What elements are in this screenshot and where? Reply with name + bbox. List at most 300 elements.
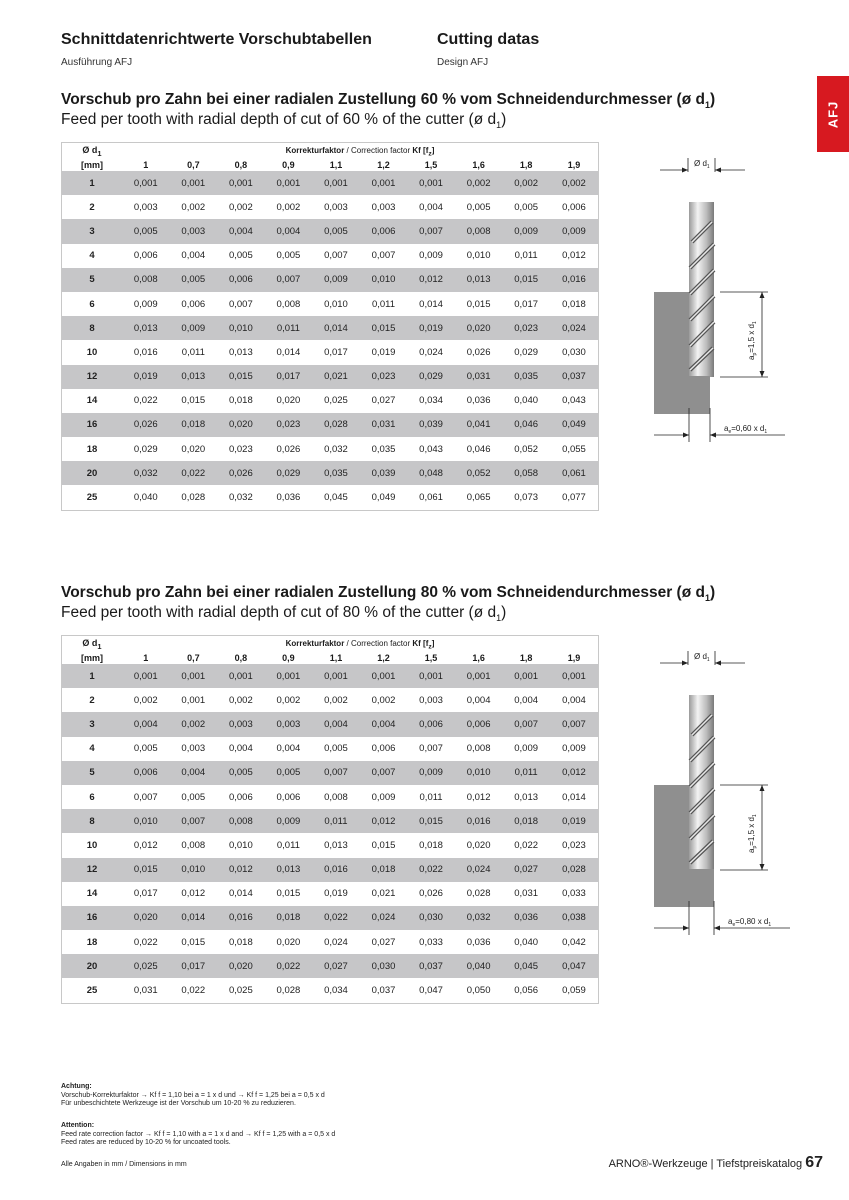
feed-cell: 0,007 bbox=[312, 761, 360, 785]
feed-cell: 0,006 bbox=[122, 761, 170, 785]
table-row bbox=[62, 219, 599, 243]
feed-cell: 0,026 bbox=[466, 346, 491, 358]
mm-header: [mm] bbox=[81, 159, 103, 170]
feed-cell: 0,048 bbox=[407, 461, 455, 485]
feed-cell: 0,011 bbox=[276, 839, 300, 851]
feed-cell: 0,011 bbox=[312, 809, 360, 833]
table-row bbox=[62, 809, 599, 833]
feed-cell: 0,001 bbox=[312, 664, 360, 688]
feed-cell: 0,005 bbox=[312, 219, 360, 243]
feed-cell: 0,061 bbox=[550, 461, 599, 485]
feed-cell: 0,013 bbox=[265, 858, 313, 882]
feed-cell: 0,014 bbox=[276, 346, 301, 358]
feed-cell: 0,006 bbox=[228, 791, 253, 803]
feed-cell: 0,020 bbox=[276, 395, 301, 407]
feed-cell: 0,024 bbox=[550, 316, 599, 340]
factor-header: 1,1 bbox=[329, 159, 343, 170]
feed-cell: 0,012 bbox=[133, 839, 158, 851]
diameter-cell: 14 bbox=[86, 888, 98, 900]
feed-cell: 0,004 bbox=[170, 761, 218, 785]
feed-cell: 0,003 bbox=[371, 201, 396, 213]
table-row bbox=[62, 389, 599, 413]
table-row bbox=[62, 664, 599, 688]
feed-cell: 0,011 bbox=[502, 761, 550, 785]
cutting-diagram-60 bbox=[650, 150, 849, 450]
feed-cell: 0,052 bbox=[514, 443, 539, 455]
factor-header: 1 bbox=[143, 652, 149, 663]
feed-cell: 0,020 bbox=[455, 316, 503, 340]
feed-cell: 0,011 bbox=[181, 346, 205, 358]
feed-cell: 0,032 bbox=[122, 461, 170, 485]
diam-header: Ø $d_1$ bbox=[82, 145, 102, 158]
feed-cell: 0,017 bbox=[170, 954, 218, 978]
factor-header: 1,8 bbox=[519, 159, 533, 170]
feed-cell: 0,034 bbox=[419, 395, 443, 407]
feed-cell: 0,023 bbox=[228, 443, 253, 455]
diameter-cell: 10 bbox=[86, 346, 98, 358]
feed-cell: 0,009 bbox=[514, 743, 539, 755]
mm-header: [mm] bbox=[81, 652, 103, 663]
feed-cell: 0,008 bbox=[324, 791, 348, 803]
diameter-cell: 20 bbox=[62, 461, 123, 485]
feed-cell: 0,016 bbox=[312, 858, 360, 882]
factor-header: 1,9 bbox=[567, 652, 581, 663]
feed-cell: 0,011 bbox=[371, 298, 396, 310]
feed-cell: 0,036 bbox=[276, 492, 301, 504]
feed-cell: 0,012 bbox=[181, 888, 206, 900]
feed-cell: 0,022 bbox=[407, 858, 455, 882]
feed-cell: 0,027 bbox=[502, 858, 550, 882]
feed-cell: 0,032 bbox=[455, 906, 503, 930]
table-row bbox=[62, 316, 599, 340]
table-row bbox=[62, 712, 599, 736]
feed-cell: 0,028 bbox=[181, 492, 206, 504]
feed-cell: 0,001 bbox=[217, 664, 265, 688]
feed-cell: 0,012 bbox=[407, 268, 455, 292]
feed-cell: 0,015 bbox=[502, 268, 550, 292]
feed-cell: 0,028 bbox=[550, 858, 599, 882]
feed-cell: 0,040 bbox=[514, 936, 539, 948]
feed-cell: 0,020 bbox=[122, 906, 170, 930]
feed-cell: 0,035 bbox=[312, 461, 360, 485]
feed-cell: 0,004 bbox=[181, 250, 206, 262]
feed-cell: 0,024 bbox=[419, 346, 443, 358]
feed-cell: 0,018 bbox=[419, 839, 443, 851]
diameter-cell: 6 bbox=[89, 298, 95, 310]
feed-cell: 0,026 bbox=[122, 413, 170, 437]
diameter-cell: 25 bbox=[86, 985, 98, 997]
feed-cell: 0,017 bbox=[514, 298, 539, 310]
feed-cell: 0,065 bbox=[466, 492, 491, 504]
diameter-cell: 20 bbox=[62, 954, 123, 978]
feed-cell: 0,005 bbox=[324, 743, 348, 755]
feed-cell: 0,009 bbox=[550, 219, 599, 243]
feed-cell: 0,022 bbox=[514, 839, 539, 851]
feed-cell: 0,023 bbox=[265, 413, 313, 437]
feed-cell: 0,020 bbox=[217, 954, 265, 978]
feed-cell: 0,019 bbox=[407, 316, 455, 340]
section-tab[interactable] bbox=[817, 76, 849, 152]
feed-cell: 0,013 bbox=[324, 839, 348, 851]
diameter-cell: 4 bbox=[89, 743, 95, 755]
feed-cell: 0,006 bbox=[360, 219, 408, 243]
header-sub-de: Ausführung AFJ bbox=[61, 57, 133, 68]
feed-cell: 0,018 bbox=[228, 395, 253, 407]
feed-cell: 0,004 bbox=[312, 712, 360, 736]
feed-cell: 0,005 bbox=[170, 268, 218, 292]
feed-cell: 0,004 bbox=[562, 694, 586, 706]
feed-cell: 0,009 bbox=[312, 268, 360, 292]
feed-cell: 0,004 bbox=[360, 712, 408, 736]
feed-cell: 0,032 bbox=[228, 492, 253, 504]
section-tab-label: AFJ bbox=[825, 100, 841, 128]
table-row bbox=[62, 737, 599, 761]
feed-cell: 0,019 bbox=[550, 809, 599, 833]
feed-cell: 0,015 bbox=[360, 316, 408, 340]
feed-cell: 0,038 bbox=[550, 906, 599, 930]
feed-cell: 0,005 bbox=[217, 761, 265, 785]
feed-cell: 0,049 bbox=[371, 492, 396, 504]
feed-cell: 0,009 bbox=[502, 219, 550, 243]
feed-cell: 0,047 bbox=[419, 985, 443, 997]
feed-cell: 0,001 bbox=[407, 664, 455, 688]
feed-cell: 0,005 bbox=[228, 250, 253, 262]
feed-cell: 0,002 bbox=[324, 694, 348, 706]
feed-cell: 0,042 bbox=[562, 936, 586, 948]
feed-cell: 0,047 bbox=[550, 954, 599, 978]
feed-cell: 0,011 bbox=[265, 316, 313, 340]
feed-cell: 0,049 bbox=[550, 413, 599, 437]
feed-cell: 0,043 bbox=[419, 443, 443, 455]
feed-cell: 0,022 bbox=[265, 954, 313, 978]
feed-cell: 0,006 bbox=[133, 250, 158, 262]
feed-cell: 0,059 bbox=[562, 985, 586, 997]
feed-cell: 0,041 bbox=[455, 413, 503, 437]
feed-table-80 bbox=[61, 635, 599, 1004]
notes-en-line2: Feed rates are reduced by 10-20 % for uncoated tools. bbox=[61, 1139, 231, 1146]
page-number: 67 bbox=[805, 1154, 823, 1171]
diameter-cell: 1 bbox=[62, 664, 123, 688]
feed-cell: 0,016 bbox=[217, 906, 265, 930]
feed-cell: 0,008 bbox=[276, 298, 301, 310]
feed-cell: 0,037 bbox=[371, 985, 396, 997]
feed-cell: 0,020 bbox=[181, 443, 206, 455]
feed-cell: 0,023 bbox=[360, 365, 408, 389]
feed-cell: 0,035 bbox=[371, 443, 396, 455]
feed-cell: 0,013 bbox=[514, 791, 539, 803]
feed-cell: 0,029 bbox=[133, 443, 158, 455]
feed-cell: 0,007 bbox=[360, 761, 408, 785]
factor-header: 1,5 bbox=[424, 159, 438, 170]
svg-text:ap=1,5 x d1: $a_p=1,5$ x $d_1$ bbox=[747, 814, 758, 853]
feed-cell: 0,002 bbox=[455, 171, 503, 195]
feed-cell: 0,028 bbox=[276, 985, 301, 997]
feed-cell: 0,010 bbox=[170, 858, 218, 882]
feed-cell: 0,001 bbox=[170, 664, 218, 688]
feed-cell: 0,010 bbox=[217, 316, 265, 340]
header-sub-en: Design AFJ bbox=[437, 57, 489, 68]
feed-cell: 0,009 bbox=[562, 743, 586, 755]
feed-cell: 0,007 bbox=[371, 250, 396, 262]
feed-cell: 0,015 bbox=[466, 298, 491, 310]
feed-cell: 0,007 bbox=[265, 268, 313, 292]
feed-cell: 0,036 bbox=[502, 906, 550, 930]
feed-cell: 0,005 bbox=[466, 201, 491, 213]
factor-header: 1,9 bbox=[567, 159, 581, 170]
factor-header: 1 bbox=[143, 159, 149, 170]
feed-cell: 0,005 bbox=[514, 201, 539, 213]
table-row bbox=[62, 954, 599, 978]
diameter-cell: 1 bbox=[62, 171, 123, 195]
feed-cell: 0,018 bbox=[502, 809, 550, 833]
table-row bbox=[62, 906, 599, 930]
section2-title-en: Feed per tooth with radial depth of cut of 80 % of the cutter (ø $d_1$) bbox=[61, 604, 507, 624]
feed-cell: 0,022 bbox=[181, 985, 206, 997]
feed-cell: 0,001 bbox=[360, 171, 408, 195]
svg-text:Ø d1: Ø $d_1$ bbox=[694, 159, 710, 170]
factor-header: 1,6 bbox=[472, 652, 485, 663]
feed-cell: 0,043 bbox=[562, 395, 586, 407]
table-row bbox=[62, 858, 599, 882]
feed-cell: 0,004 bbox=[419, 201, 443, 213]
diameter-cell: 3 bbox=[62, 219, 123, 243]
feed-cell: 0,018 bbox=[360, 858, 408, 882]
diameter-cell: 16 bbox=[62, 906, 123, 930]
feed-cell: 0,001 bbox=[170, 171, 218, 195]
feed-cell: 0,017 bbox=[324, 346, 348, 358]
notes-de bbox=[61, 1083, 581, 1109]
feed-cell: 0,007 bbox=[407, 219, 455, 243]
feed-cell: 0,039 bbox=[407, 413, 455, 437]
feed-cell: 0,037 bbox=[550, 365, 599, 389]
dimensions-note: Alle Angaben in mm / Dimensions in mm bbox=[61, 1161, 187, 1168]
feed-cell: 0,002 bbox=[502, 171, 550, 195]
feed-cell: 0,008 bbox=[122, 268, 170, 292]
feed-cell: 0,001 bbox=[217, 171, 265, 195]
feed-cell: 0,012 bbox=[217, 858, 265, 882]
table-row bbox=[62, 978, 599, 1003]
feed-cell: 0,001 bbox=[312, 171, 360, 195]
table-row bbox=[62, 195, 599, 219]
feed-cell: 0,012 bbox=[466, 791, 491, 803]
feed-cell: 0,009 bbox=[265, 809, 313, 833]
table-row bbox=[62, 437, 599, 461]
feed-cell: 0,052 bbox=[455, 461, 503, 485]
feed-cell: 0,077 bbox=[562, 492, 586, 504]
feed-cell: 0,031 bbox=[360, 413, 408, 437]
correction-header: Korrekturfaktor / Correction factor Kf $[f_z]$ bbox=[285, 145, 435, 158]
feed-cell: 0,005 bbox=[122, 219, 170, 243]
table-row bbox=[62, 882, 599, 906]
feed-cell: 0,001 bbox=[360, 664, 408, 688]
notes-en bbox=[61, 1122, 581, 1148]
feed-cell: 0,017 bbox=[133, 888, 158, 900]
feed-cell: 0,001 bbox=[122, 664, 170, 688]
feed-cell: 0,015 bbox=[181, 395, 206, 407]
diameter-cell: 10 bbox=[86, 839, 98, 851]
svg-text:ap=1,5 x d1: $a_p=1,5$ x $d_1$ bbox=[747, 321, 758, 360]
feed-cell: 0,004 bbox=[122, 712, 170, 736]
feed-table-60 bbox=[61, 142, 599, 511]
feed-cell: 0,040 bbox=[514, 395, 539, 407]
feed-cell: 0,013 bbox=[122, 316, 170, 340]
feed-cell: 0,001 bbox=[181, 694, 206, 706]
notes-en-heading: Attention: bbox=[61, 1122, 95, 1129]
header-title-de: Schnittdatenrichtwerte Vorschubtabellen bbox=[61, 31, 372, 48]
notes-de-heading: Achtung: bbox=[61, 1083, 92, 1090]
feed-cell: 0,003 bbox=[133, 201, 158, 213]
feed-cell: 0,003 bbox=[181, 743, 206, 755]
feed-cell: 0,002 bbox=[181, 201, 206, 213]
feed-cell: 0,002 bbox=[550, 171, 599, 195]
diameter-cell: 5 bbox=[62, 268, 123, 292]
feed-cell: 0,014 bbox=[312, 316, 360, 340]
feed-cell: 0,009 bbox=[170, 316, 218, 340]
diameter-cell: 2 bbox=[89, 201, 95, 213]
feed-cell: 0,016 bbox=[133, 346, 158, 358]
diameter-cell: 12 bbox=[62, 858, 123, 882]
feed-cell: 0,011 bbox=[419, 791, 443, 803]
feed-cell: 0,035 bbox=[502, 365, 550, 389]
feed-cell: 0,012 bbox=[360, 809, 408, 833]
feed-cell: 0,039 bbox=[360, 461, 408, 485]
feed-cell: 0,002 bbox=[170, 712, 218, 736]
feed-cell: 0,026 bbox=[217, 461, 265, 485]
feed-cell: 0,006 bbox=[371, 743, 396, 755]
feed-cell: 0,025 bbox=[122, 954, 170, 978]
feed-cell: 0,006 bbox=[276, 791, 301, 803]
feed-cell: 0,016 bbox=[455, 809, 503, 833]
feed-cell: 0,061 bbox=[419, 492, 443, 504]
feed-cell: 0,014 bbox=[170, 906, 218, 930]
page-footer bbox=[609, 1154, 823, 1172]
feed-cell: 0,027 bbox=[371, 395, 396, 407]
feed-cell: 0,033 bbox=[562, 888, 586, 900]
feed-cell: 0,001 bbox=[407, 171, 455, 195]
feed-cell: 0,004 bbox=[466, 694, 491, 706]
feed-cell: 0,015 bbox=[407, 809, 455, 833]
table-row bbox=[62, 461, 599, 485]
feed-cell: 0,034 bbox=[324, 985, 348, 997]
diameter-cell: 18 bbox=[86, 443, 98, 455]
table-row bbox=[62, 688, 599, 712]
feed-cell: 0,046 bbox=[466, 443, 491, 455]
table-row bbox=[62, 930, 599, 954]
factor-header: 0,8 bbox=[234, 159, 248, 170]
feed-cell: 0,002 bbox=[133, 694, 158, 706]
feed-cell: 0,024 bbox=[455, 858, 503, 882]
feed-cell: 0,031 bbox=[514, 888, 539, 900]
feed-cell: 0,036 bbox=[466, 936, 491, 948]
factor-header: 0,9 bbox=[282, 652, 295, 663]
feed-cell: 0,073 bbox=[514, 492, 539, 504]
feed-cell: 0,003 bbox=[265, 712, 313, 736]
svg-text:Ø d1: Ø $d_1$ bbox=[694, 652, 710, 663]
diameter-cell: 8 bbox=[62, 316, 123, 340]
feed-cell: 0,030 bbox=[360, 954, 408, 978]
feed-cell: 0,010 bbox=[360, 268, 408, 292]
feed-cell: 0,016 bbox=[550, 268, 599, 292]
feed-cell: 0,015 bbox=[181, 936, 206, 948]
factor-header: 1,6 bbox=[472, 159, 485, 170]
feed-cell: 0,020 bbox=[466, 839, 491, 851]
feed-cell: 0,022 bbox=[133, 395, 158, 407]
svg-text:ae=0,60 x d1: $a_e=0,60$ x $d_1$ bbox=[724, 424, 768, 435]
feed-cell: 0,003 bbox=[217, 712, 265, 736]
feed-cell: 0,021 bbox=[312, 365, 360, 389]
table-row bbox=[62, 292, 599, 316]
feed-cell: 0,022 bbox=[170, 461, 218, 485]
factor-header: 0,9 bbox=[282, 159, 295, 170]
feed-cell: 0,005 bbox=[181, 791, 206, 803]
feed-cell: 0,023 bbox=[502, 316, 550, 340]
feed-cell: 0,018 bbox=[265, 906, 313, 930]
diameter-cell: 2 bbox=[89, 694, 95, 706]
table-row bbox=[62, 268, 599, 292]
feed-cell: 0,029 bbox=[265, 461, 313, 485]
factor-header: 1,5 bbox=[424, 652, 438, 663]
feed-cell: 0,008 bbox=[455, 219, 503, 243]
feed-cell: 0,030 bbox=[562, 346, 586, 358]
svg-text:ae=0,80 x d1: $a_e=0,80$ x $d_1$ bbox=[728, 917, 772, 928]
feed-cell: 0,024 bbox=[324, 936, 348, 948]
feed-cell: 0,001 bbox=[455, 664, 503, 688]
factor-header: 1,8 bbox=[519, 652, 533, 663]
feed-cell: 0,014 bbox=[228, 888, 253, 900]
feed-cell: 0,036 bbox=[466, 395, 491, 407]
feed-cell: 0,008 bbox=[181, 839, 206, 851]
feed-cell: 0,001 bbox=[122, 171, 170, 195]
diam-header: Ø $d_1$ bbox=[82, 638, 102, 651]
table-row bbox=[62, 244, 599, 268]
feed-cell: 0,020 bbox=[276, 936, 301, 948]
feed-cell: 0,007 bbox=[133, 791, 158, 803]
feed-cell: 0,009 bbox=[419, 250, 443, 262]
table-row bbox=[62, 761, 599, 785]
feed-cell: 0,055 bbox=[562, 443, 586, 455]
diameter-cell: 14 bbox=[86, 395, 98, 407]
feed-cell: 0,003 bbox=[170, 219, 218, 243]
notes-de-line2: Für unbeschichtete Werkzeuge ist der Vorschub um 10-20 % zu reduzieren. bbox=[61, 1100, 296, 1107]
feed-cell: 0,019 bbox=[122, 365, 170, 389]
feed-cell: 0,007 bbox=[170, 809, 218, 833]
feed-cell: 0,009 bbox=[371, 791, 396, 803]
feed-cell: 0,028 bbox=[312, 413, 360, 437]
feed-cell: 0,003 bbox=[324, 201, 348, 213]
table-row bbox=[62, 171, 599, 195]
factor-header: 0,7 bbox=[187, 159, 200, 170]
feed-cell: 0,017 bbox=[265, 365, 313, 389]
feed-cell: 0,027 bbox=[371, 936, 396, 948]
section2-title-de: Vorschub pro Zahn bei einer radialen Zustellung 80 % vom Schneidendurchmesser (ø $d_1$) bbox=[61, 584, 716, 604]
feed-cell: 0,033 bbox=[419, 936, 443, 948]
feed-cell: 0,029 bbox=[407, 365, 455, 389]
header-title-en: Cutting datas bbox=[437, 31, 540, 48]
feed-cell: 0,004 bbox=[514, 694, 539, 706]
feed-cell: 0,024 bbox=[360, 906, 408, 930]
feed-cell: 0,006 bbox=[217, 268, 265, 292]
feed-cell: 0,019 bbox=[371, 346, 396, 358]
feed-cell: 0,010 bbox=[455, 761, 503, 785]
diameter-cell: 16 bbox=[62, 413, 123, 437]
table-row bbox=[62, 413, 599, 437]
diameter-cell: 4 bbox=[89, 250, 95, 262]
feed-cell: 0,011 bbox=[514, 250, 538, 262]
feed-cell: 0,006 bbox=[181, 298, 206, 310]
feed-cell: 0,050 bbox=[466, 985, 491, 997]
feed-cell: 0,009 bbox=[133, 298, 158, 310]
feed-cell: 0,003 bbox=[419, 694, 443, 706]
